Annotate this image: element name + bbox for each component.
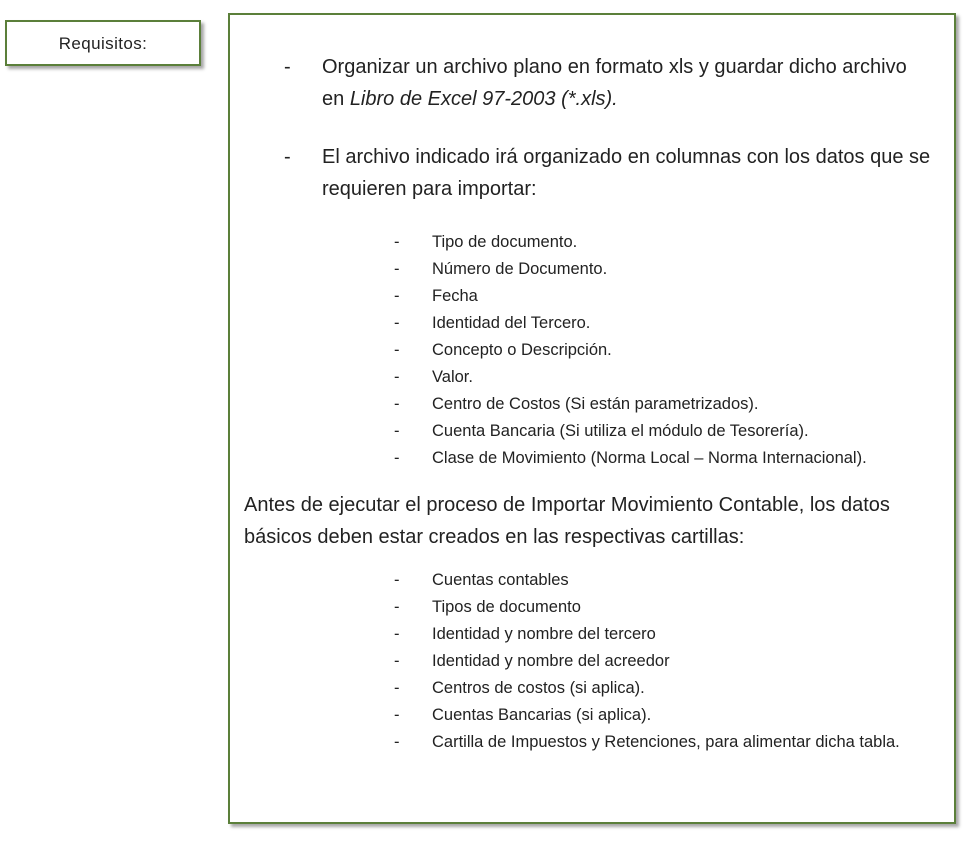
list-item [394,391,867,418]
list-item [394,283,867,310]
list-dash: - [394,679,400,697]
basic-data-list [394,567,902,756]
list-item [394,702,902,729]
list-item-text: Cuenta Bancaria (Si utiliza el módulo de Tesorería). [432,422,809,440]
list-dash: - [394,287,400,305]
list-dash: - [394,233,400,251]
list-item-text: Identidad y nombre del acreedor [432,652,670,670]
list-item [394,445,867,472]
list-item [394,364,867,391]
list-item [394,648,902,675]
list-item-text: Identidad del Tercero. [432,314,591,332]
list-dash: - [394,706,400,724]
list-item [394,418,867,445]
list-item [394,337,867,364]
list-item [394,675,902,702]
list-item [394,594,902,621]
list-dash: - [394,260,400,278]
bullet-text: El archivo indicado irá organizado en columnas con los datos que se requieren para importar: [322,146,931,200]
list-item [394,229,867,256]
list-item-text: Fecha [432,287,478,305]
list-dash: - [394,571,400,589]
requirements-label: Requisitos: [5,20,201,66]
list-item-text: Centro de Costos (Si están parametrizados). [432,395,759,413]
list-dash: - [394,395,400,413]
list-item-text: Concepto o Descripción. [432,341,612,359]
list-item-text: Identidad y nombre del tercero [432,625,656,643]
list-dash: - [394,422,400,440]
bullet-text-italic: Libro de Excel 97-2003 (*.xls). [349,88,618,110]
list-dash: - [394,598,400,616]
bullet-text [322,51,934,115]
list-item [394,621,902,648]
list-item-text: Centros de costos (si aplica). [432,679,645,697]
requirements-box [228,13,956,824]
list-item [394,567,902,594]
list-dash: - [394,449,400,467]
list-item [394,729,902,756]
list-item-text: Clase de Movimiento (Norma Local – Norma Internacional). [432,449,867,467]
bullet-dash: - [284,146,291,168]
list-item-text: Cuentas Bancarias (si aplica). [432,706,652,724]
list-dash: - [394,314,400,332]
list-item-text: Número de Documento. [432,260,608,278]
list-item [394,256,867,283]
list-item-text: Cartilla de Impuestos y Retenciones, para alimentar dicha tabla. [432,733,900,751]
list-item-text: Tipos de documento [432,598,581,616]
bullet-text-plain: Organizar un archivo plano en formato xls y guardar dicho archivo en [322,56,907,110]
list-item [394,310,867,337]
list-dash: - [394,368,400,386]
bullet-dash: - [284,56,291,78]
list-item-text: Valor. [432,368,473,386]
list-item-text: Cuentas contables [432,571,569,589]
list-item-text: Tipo de documento. [432,233,578,251]
list-dash: - [394,341,400,359]
list-dash: - [394,625,400,643]
list-dash: - [394,733,400,751]
basic-data-paragraph: Antes de ejecutar el proceso de Importar Movimiento Contable, los datos básicos deben estar creados en las respectivas cartillas: [244,494,890,548]
columns-list [394,229,867,472]
list-dash: - [394,652,400,670]
